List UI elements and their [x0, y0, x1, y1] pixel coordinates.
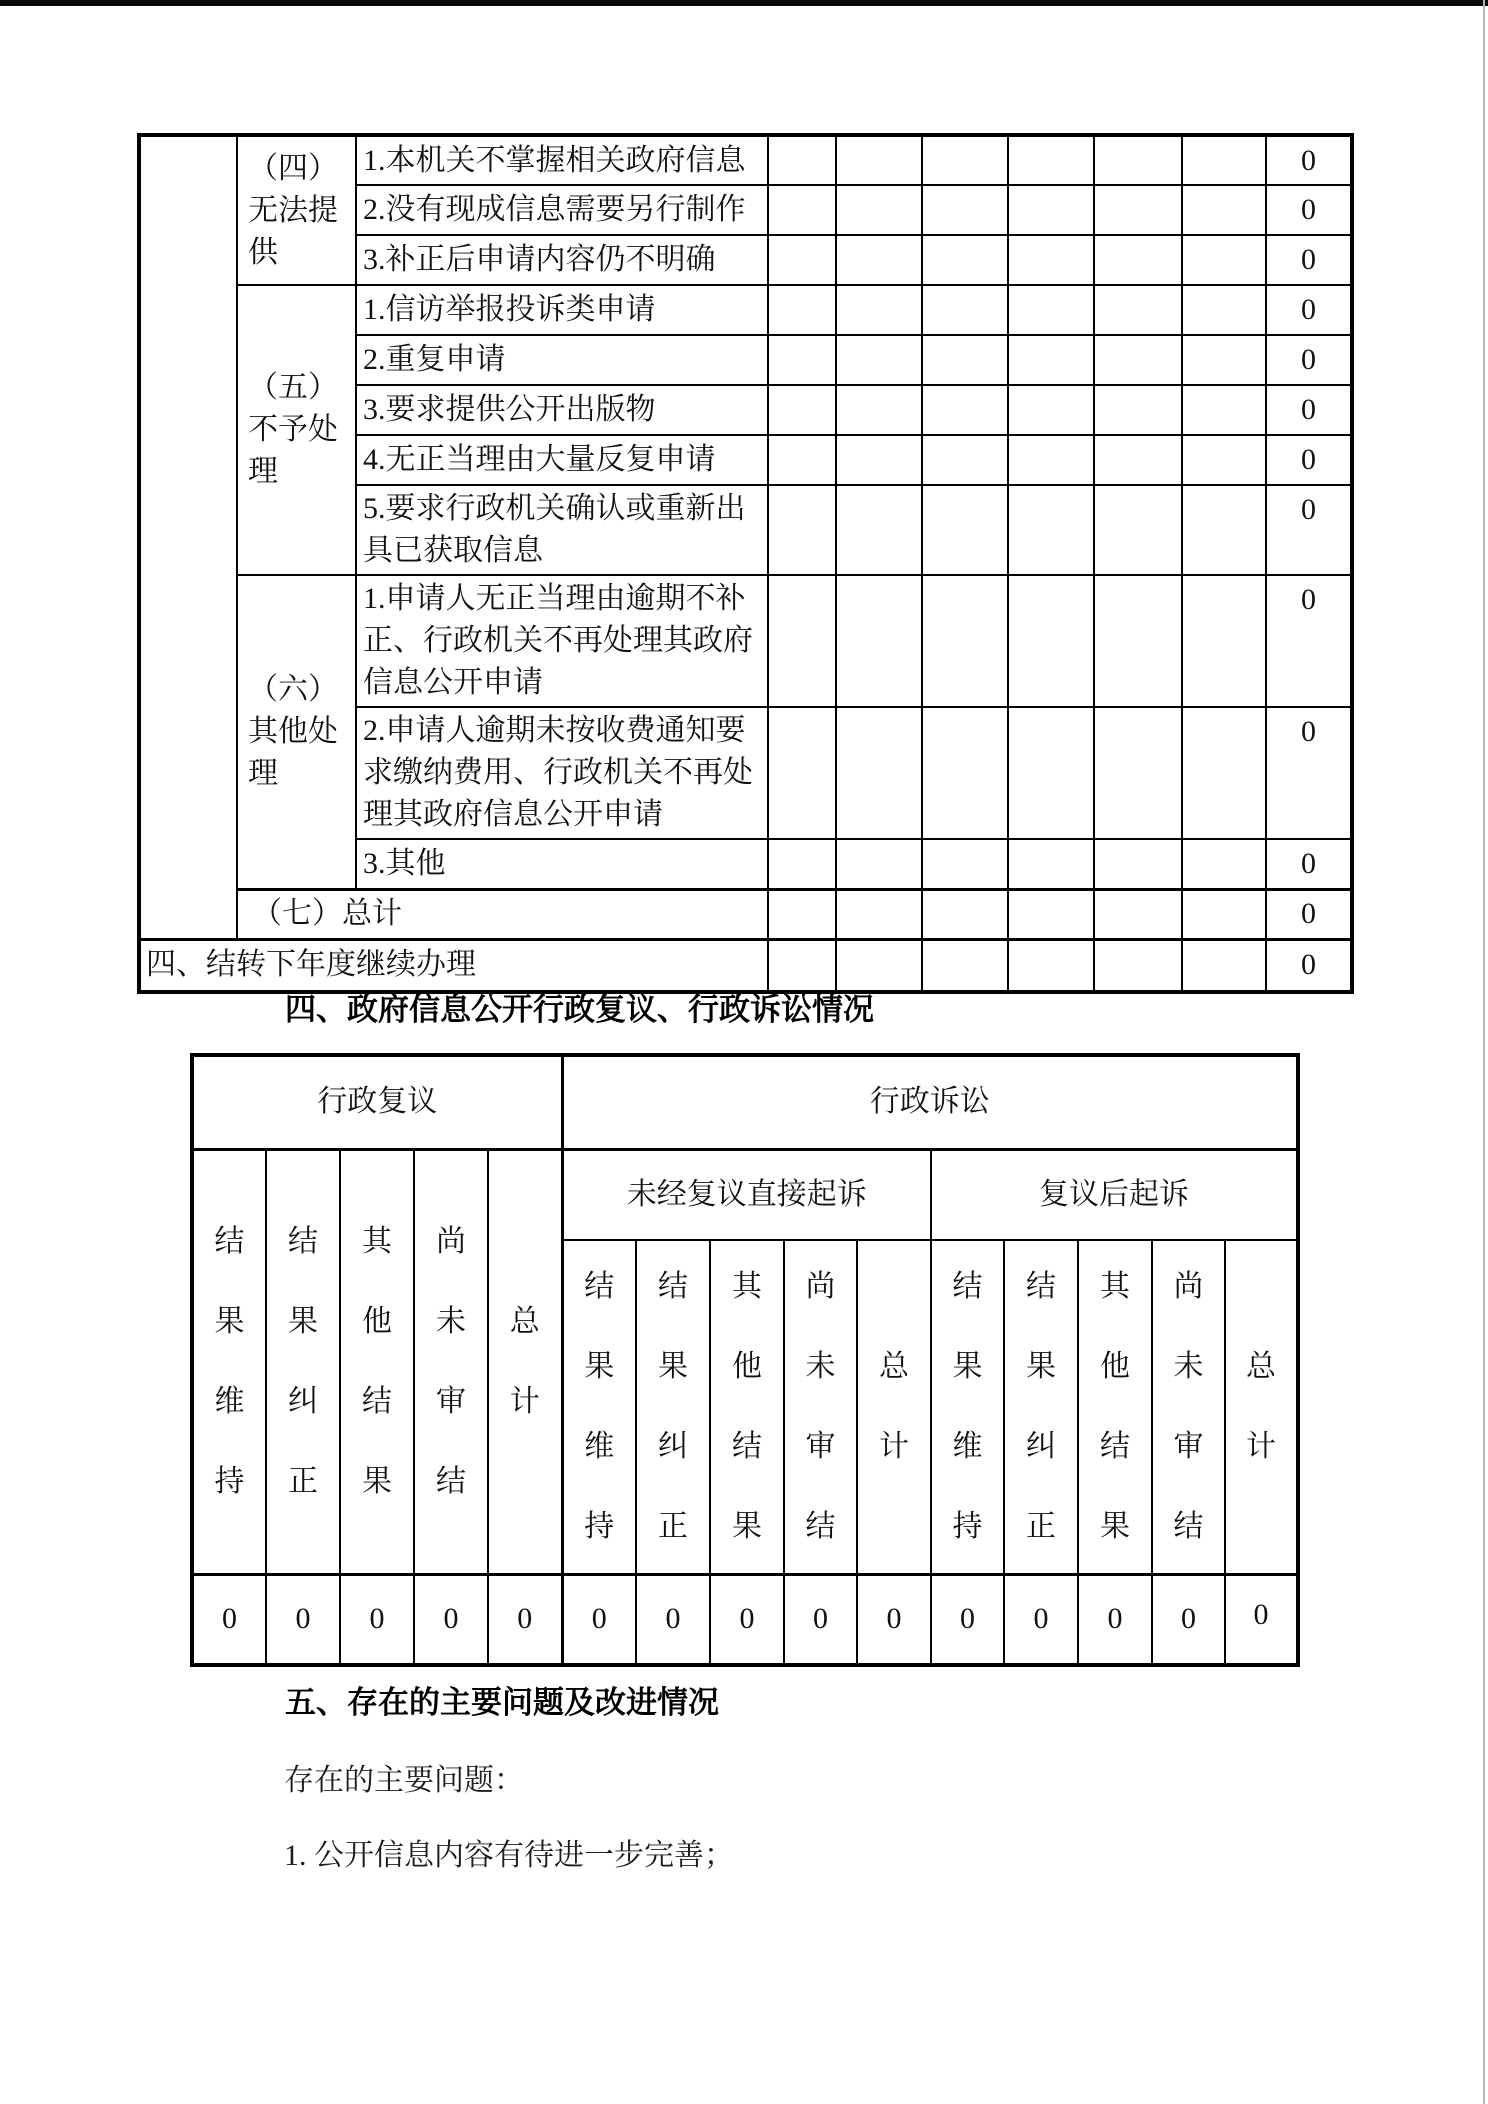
item-label-cell: 4.无正当理由大量反复申请	[356, 435, 768, 485]
table-request-disposition	[137, 133, 1354, 994]
empty-value-cell	[1182, 185, 1266, 235]
empty-value-cell	[768, 285, 836, 335]
item-label-cell: 3.补正后申请内容仍不明确	[356, 235, 768, 285]
empty-value-cell	[1182, 285, 1266, 335]
item-label-cell: 1.信访举报投诉类申请	[356, 285, 768, 335]
direct-col-label: 结 果 纠 正	[636, 1240, 710, 1574]
empty-value-cell	[922, 889, 1008, 939]
empty-value-cell	[922, 385, 1008, 435]
total-value-cell: 0	[1266, 385, 1352, 435]
value-cell: 0	[1152, 1574, 1225, 1665]
empty-value-cell	[1182, 707, 1266, 839]
review-col-label: 结 果 纠 正	[266, 1149, 340, 1574]
left-spanner-cell	[139, 135, 237, 939]
table-review-litigation	[190, 1053, 1300, 1667]
total-value-cell: 0	[1266, 235, 1352, 285]
empty-value-cell	[768, 575, 836, 707]
group-label-cell: （四）无法提供	[237, 135, 356, 285]
empty-value-cell	[836, 707, 922, 839]
empty-value-cell	[1008, 839, 1094, 889]
value-cell: 0	[488, 1574, 562, 1665]
value-cell: 0	[710, 1574, 784, 1665]
empty-value-cell	[1008, 235, 1094, 285]
empty-value-cell	[836, 135, 922, 185]
empty-value-cell	[768, 135, 836, 185]
value-cell: 0	[857, 1574, 931, 1665]
empty-value-cell	[836, 385, 922, 435]
empty-value-cell	[922, 707, 1008, 839]
empty-value-cell	[1182, 939, 1266, 992]
total-value-cell: 0	[1266, 707, 1352, 839]
value-cell: 0	[636, 1574, 710, 1665]
group-label-cell: （六）其他处理	[237, 575, 356, 889]
item-label-cell: 5.要求行政机关确认或重新出具已获取信息	[356, 485, 768, 575]
empty-value-cell	[922, 285, 1008, 335]
empty-value-cell	[1182, 485, 1266, 575]
empty-value-cell	[1182, 435, 1266, 485]
paragraph-issue-1: 1. 公开信息内容有待进一步完善；	[284, 1839, 734, 1872]
empty-value-cell	[922, 575, 1008, 707]
empty-value-cell	[922, 335, 1008, 385]
review-col-label: 总 计	[488, 1149, 562, 1574]
empty-value-cell	[1094, 335, 1182, 385]
value-cell: 0	[414, 1574, 488, 1665]
table2-header-row-1	[192, 1055, 1298, 1149]
empty-value-cell	[1182, 135, 1266, 185]
item-label-cell: 1.申请人无正当理由逾期不补正、行政机关不再处理其政府信息公开申请	[356, 575, 768, 707]
empty-value-cell	[836, 939, 922, 992]
total-value-cell: 0	[1266, 839, 1352, 889]
empty-value-cell	[768, 889, 836, 939]
empty-value-cell	[768, 335, 836, 385]
empty-value-cell	[922, 185, 1008, 235]
empty-value-cell	[1094, 889, 1182, 939]
value-cell: 0	[784, 1574, 857, 1665]
table-row-subtotal	[139, 889, 1352, 939]
table-row-carryover	[139, 939, 1352, 992]
empty-value-cell	[922, 939, 1008, 992]
empty-value-cell	[768, 485, 836, 575]
item-label-cell: 2.重复申请	[356, 335, 768, 385]
value-cell: 0	[1225, 1574, 1298, 1665]
empty-value-cell	[1094, 575, 1182, 707]
empty-value-cell	[922, 485, 1008, 575]
empty-value-cell	[768, 185, 836, 235]
empty-value-cell	[1094, 435, 1182, 485]
total-value-cell: 0	[1266, 135, 1352, 185]
empty-value-cell	[1182, 839, 1266, 889]
table-row	[139, 135, 1352, 185]
litigation-header-cell: 行政诉讼	[562, 1055, 1298, 1149]
item-label-cell: 2.申请人逾期未按收费通知要求缴纳费用、行政机关不再处理其政府信息公开申请	[356, 707, 768, 839]
value-cell: 0	[340, 1574, 414, 1665]
empty-value-cell	[922, 839, 1008, 889]
empty-value-cell	[768, 435, 836, 485]
value-cell: 0	[192, 1574, 266, 1665]
item-label-cell: 3.其他	[356, 839, 768, 889]
review-col-label: 结 果 维 持	[192, 1149, 266, 1574]
paragraph-main-issues: 存在的主要问题：	[284, 1764, 524, 1797]
empty-value-cell	[768, 707, 836, 839]
value-cell: 0	[1078, 1574, 1152, 1665]
empty-value-cell	[836, 235, 922, 285]
item-label-cell: 2.没有现成信息需要另行制作	[356, 185, 768, 235]
empty-value-cell	[1008, 135, 1094, 185]
empty-value-cell	[1008, 435, 1094, 485]
table-row	[139, 285, 1352, 335]
direct-col-label: 结 果 维 持	[562, 1240, 636, 1574]
empty-value-cell	[1008, 939, 1094, 992]
empty-value-cell	[922, 235, 1008, 285]
empty-value-cell	[1008, 889, 1094, 939]
empty-value-cell	[1008, 485, 1094, 575]
empty-value-cell	[836, 335, 922, 385]
direct-col-label: 尚 未 审 结	[784, 1240, 857, 1574]
empty-value-cell	[768, 839, 836, 889]
after-col-label: 结 果 纠 正	[1004, 1240, 1078, 1574]
total-value-cell: 0	[1266, 889, 1352, 939]
subtotal-label-cell: （七）总计	[237, 889, 768, 939]
total-value-cell: 0	[1266, 185, 1352, 235]
review-header-cell: 行政复议	[192, 1055, 562, 1149]
value-cell: 0	[562, 1574, 636, 1665]
section-heading-5: 五、存在的主要问题及改进情况	[285, 1685, 719, 1720]
direct-col-label: 其 他 结 果	[710, 1240, 784, 1574]
review-col-label: 其 他 结 果	[340, 1149, 414, 1574]
total-value-cell: 0	[1266, 575, 1352, 707]
empty-value-cell	[1008, 285, 1094, 335]
value-cell: 0	[266, 1574, 340, 1665]
page-top-border	[0, 0, 1488, 6]
empty-value-cell	[1182, 889, 1266, 939]
empty-value-cell	[1094, 839, 1182, 889]
empty-value-cell	[1182, 335, 1266, 385]
page-right-edge	[1483, 0, 1485, 2104]
group-label-cell: （五）不予处理	[237, 285, 356, 575]
empty-value-cell	[836, 575, 922, 707]
empty-value-cell	[836, 285, 922, 335]
empty-value-cell	[836, 435, 922, 485]
empty-value-cell	[1008, 335, 1094, 385]
value-cell: 0	[1004, 1574, 1078, 1665]
empty-value-cell	[1094, 385, 1182, 435]
review-col-label: 尚 未 审 结	[414, 1149, 488, 1574]
after-col-label: 总 计	[1225, 1240, 1298, 1574]
empty-value-cell	[1182, 235, 1266, 285]
total-value-cell: 0	[1266, 939, 1352, 992]
after-col-label: 其 他 结 果	[1078, 1240, 1152, 1574]
empty-value-cell	[836, 485, 922, 575]
direct-col-label: 总 计	[857, 1240, 931, 1574]
empty-value-cell	[1094, 707, 1182, 839]
total-value-cell: 0	[1266, 285, 1352, 335]
item-label-cell: 1.本机关不掌握相关政府信息	[356, 135, 768, 185]
empty-value-cell	[1094, 185, 1182, 235]
empty-value-cell	[836, 185, 922, 235]
carryover-label-cell: 四、结转下年度继续办理	[139, 939, 768, 992]
empty-value-cell	[1008, 575, 1094, 707]
table2-data-row	[192, 1574, 1298, 1665]
total-value-cell: 0	[1266, 435, 1352, 485]
after-col-label: 结 果 维 持	[931, 1240, 1004, 1574]
table-row	[139, 575, 1352, 707]
empty-value-cell	[1008, 185, 1094, 235]
empty-value-cell	[1094, 485, 1182, 575]
empty-value-cell	[922, 135, 1008, 185]
empty-value-cell	[768, 385, 836, 435]
empty-value-cell	[1094, 235, 1182, 285]
empty-value-cell	[836, 839, 922, 889]
total-value-cell: 0	[1266, 485, 1352, 575]
after-col-label: 尚 未 审 结	[1152, 1240, 1225, 1574]
item-label-cell: 3.要求提供公开出版物	[356, 385, 768, 435]
empty-value-cell	[768, 235, 836, 285]
empty-value-cell	[1094, 285, 1182, 335]
direct-suit-header-cell: 未经复议直接起诉	[562, 1149, 931, 1240]
empty-value-cell	[836, 889, 922, 939]
empty-value-cell	[1008, 707, 1094, 839]
value-cell: 0	[931, 1574, 1004, 1665]
after-review-suit-header-cell: 复议后起诉	[931, 1149, 1298, 1240]
empty-value-cell	[1094, 939, 1182, 992]
empty-value-cell	[922, 435, 1008, 485]
table2-header-row-2	[192, 1149, 1298, 1240]
empty-value-cell	[1094, 135, 1182, 185]
empty-value-cell	[768, 939, 836, 992]
empty-value-cell	[1182, 575, 1266, 707]
empty-value-cell	[1008, 385, 1094, 435]
empty-value-cell	[1182, 385, 1266, 435]
total-value-cell: 0	[1266, 335, 1352, 385]
section-heading-4: 四、政府信息公开行政复议、行政诉讼情况	[285, 992, 874, 1027]
